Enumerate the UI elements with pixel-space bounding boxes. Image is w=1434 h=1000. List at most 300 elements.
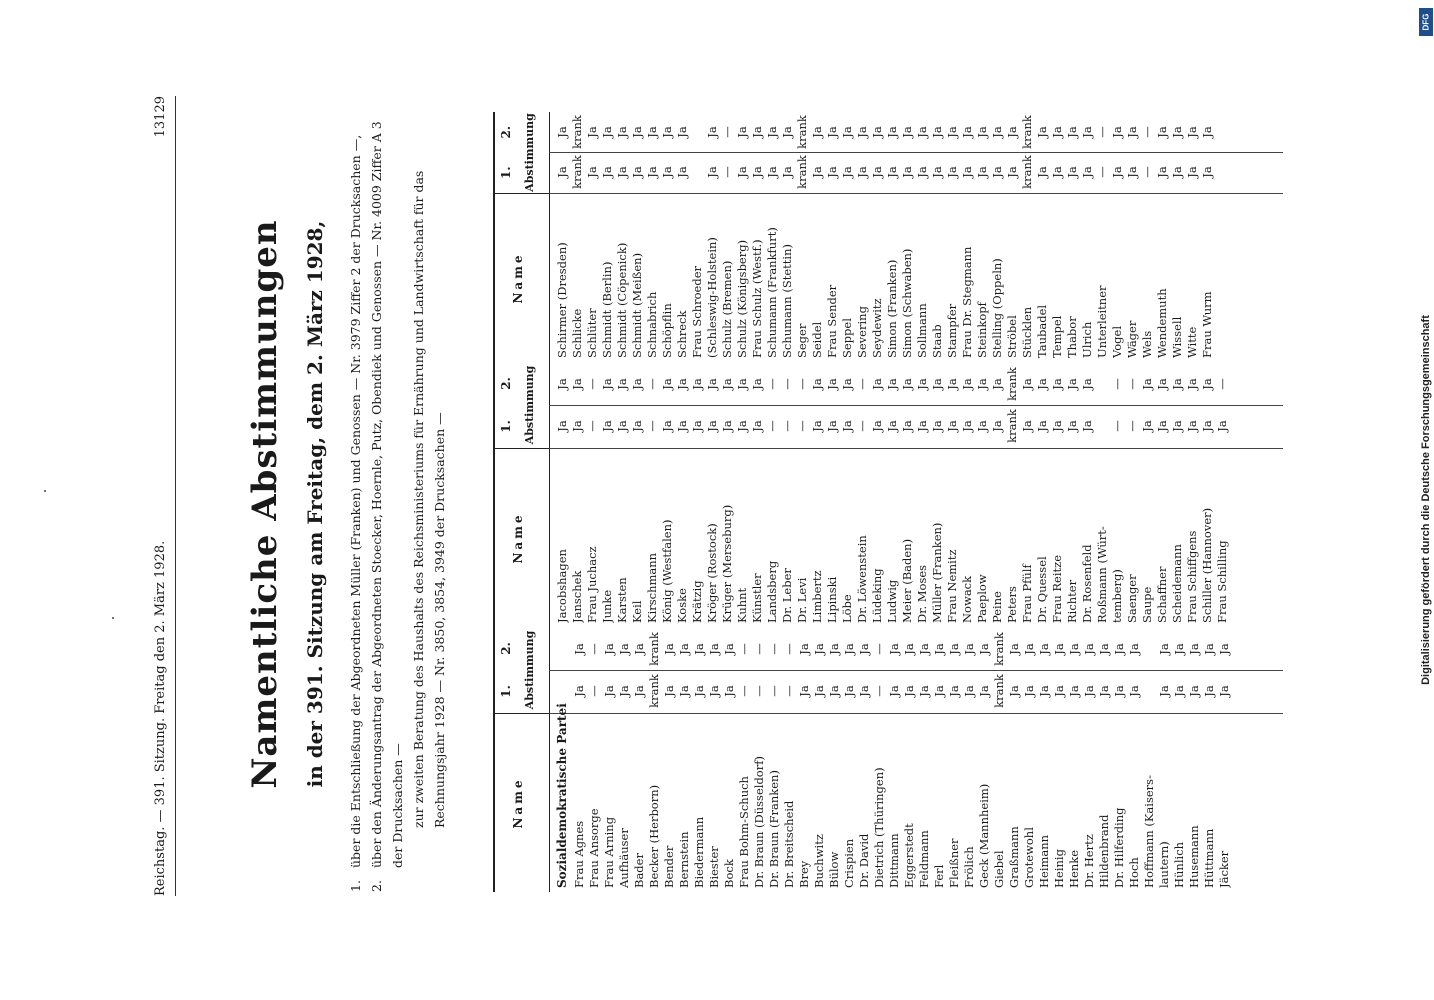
table-row (1215, 362, 1230, 627)
vote-2: Ja (555, 126, 569, 138)
member-name: Seger (795, 323, 809, 358)
member-name: Buchwitz (812, 834, 826, 888)
table-row (1020, 112, 1035, 362)
vote-2: Ja (615, 378, 629, 390)
table-row (600, 112, 615, 362)
table-row (1065, 362, 1080, 627)
vote-1: Ja (870, 166, 884, 178)
vote-2: Ja (570, 378, 584, 390)
vote-1: — (795, 420, 809, 432)
table-row (767, 627, 782, 892)
table-row (1035, 362, 1050, 627)
vote-2: Ja (842, 643, 856, 655)
vote-2: — (765, 378, 779, 390)
vote-1: Ja (1005, 166, 1019, 178)
vote-1: Ja (1050, 166, 1064, 178)
member-name: Lüdeking (870, 568, 884, 623)
member-name: Paeplow (975, 574, 989, 623)
member-name: Saenger (1125, 574, 1139, 623)
member-name: Schulz (Königsberg) (735, 239, 749, 358)
vote-2: Ja (1065, 378, 1079, 390)
vote-1: Ja (555, 166, 569, 178)
member-name: Ströbel (1005, 315, 1019, 358)
vote-2: Ja (840, 378, 854, 390)
member-name: Biedermann (692, 816, 706, 888)
vote-1: Ja (1217, 685, 1231, 697)
vote-1: Ja (930, 420, 944, 432)
table-row (810, 112, 825, 362)
table-row (750, 362, 765, 627)
member-name: Nowack (960, 575, 974, 623)
member-name: Stücklen (1020, 306, 1034, 358)
member-name: Taubadel (1035, 304, 1049, 358)
vote-2: Ja (1125, 126, 1139, 138)
vote-1: Ja (600, 166, 614, 178)
member-name: Peine (990, 591, 1004, 623)
table-row (765, 112, 780, 362)
table-row (632, 627, 647, 892)
member-name: Dr. Quessel (1035, 556, 1049, 623)
member-name: Wels (1140, 330, 1154, 358)
table-row (707, 627, 722, 892)
vote-2: — (1140, 126, 1154, 138)
vote-1: krank (1005, 409, 1019, 443)
vote-2: Ja (630, 378, 644, 390)
vote-2: Ja (945, 378, 959, 390)
table-row (600, 362, 615, 627)
table-row (947, 627, 962, 892)
member-name: Stelling (Oppeln) (990, 258, 1004, 358)
table-row (885, 112, 900, 362)
vote-1: Ja (585, 166, 599, 178)
table-row (902, 627, 917, 892)
table-row (857, 627, 872, 892)
member-name: Frau Schroeder (690, 265, 704, 358)
vote-2: Ja (1200, 126, 1214, 138)
vote-1: Ja (1035, 420, 1049, 432)
vote-1: Ja (900, 166, 914, 178)
vote-1: Ja (1185, 420, 1199, 432)
table-row (630, 112, 645, 362)
vote-1: Ja (720, 420, 734, 432)
vote-2: Ja (662, 643, 676, 655)
table-row (1187, 627, 1202, 892)
member-name: Bernstein (677, 831, 691, 888)
vote-2: — (752, 643, 766, 655)
vote-context: zur zweiten Beratung des Haushalts des Reichsministeriums für Ernährung und Landwirtschaft für das Rechnungsjahr 1928 — Nr. 3850, 3854, 3949 der Drucksachen — (411, 170, 447, 828)
table-row (615, 362, 630, 627)
vote-2: Ja (915, 126, 929, 138)
vote-1: Ja (1022, 685, 1036, 697)
table-row (585, 112, 600, 362)
table-row (825, 112, 840, 362)
table-row (555, 362, 570, 627)
header-name: Name (511, 777, 525, 829)
member-name: Kuhnt (735, 587, 749, 623)
vote-2: Ja (1035, 378, 1049, 390)
vote-2: Ja (990, 126, 1004, 138)
rotated-sheet (77, 94, 1327, 914)
vote-1: Ja (677, 685, 691, 697)
vote-1: krank (647, 674, 661, 708)
vote-2: Ja (1037, 643, 1051, 655)
vote-1: Ja (660, 166, 674, 178)
vote-1: Ja (602, 685, 616, 697)
member-name: Schiller (Hannover) (1200, 507, 1214, 623)
vote-1: Ja (885, 166, 899, 178)
member-name: König (Westfalen) (660, 519, 674, 623)
table-row (782, 627, 797, 892)
table-row (840, 362, 855, 627)
member-name: Junke (600, 589, 614, 623)
vote-1: — (1095, 166, 1109, 178)
member-name: Schlicke (570, 308, 584, 358)
vote-2: Ja (675, 378, 689, 390)
member-name: Frau Arning (602, 816, 616, 888)
member-name: Seidel (810, 321, 824, 358)
vote-1: Ja (1037, 685, 1051, 697)
vote-2: krank (1020, 115, 1034, 149)
member-name: Wissell (1170, 316, 1184, 358)
member-name: Sollmann (915, 303, 929, 358)
table-row (1170, 112, 1185, 362)
member-name: Koske (675, 588, 689, 623)
table-row (1217, 627, 1232, 892)
vote-2: Ja (617, 643, 631, 655)
table-row (1080, 362, 1095, 627)
vote-2: Ja (990, 378, 1004, 390)
vote-1: Ja (915, 166, 929, 178)
vote-1: krank (992, 674, 1006, 708)
member-name: Janschek (570, 570, 584, 623)
table-row (812, 627, 827, 892)
vote-2: Ja (812, 643, 826, 655)
scan-speck (44, 490, 46, 492)
vote-1: Ja (570, 420, 584, 432)
vote-2: Ja (827, 643, 841, 655)
table-row (587, 627, 602, 892)
table-row (1200, 112, 1215, 362)
vote-2: Ja (870, 126, 884, 138)
table-row (572, 627, 587, 892)
vote-1: Ja (692, 685, 706, 697)
vote-2: Ja (632, 643, 646, 655)
table-row (797, 627, 812, 892)
member-name: Brey (797, 860, 811, 888)
member-name: Husemann (1187, 825, 1201, 888)
vote-2: krank (570, 115, 584, 149)
vote-1: Ja (990, 166, 1004, 178)
member-name: Fleißner (947, 838, 961, 888)
vote-1: Ja (735, 420, 749, 432)
member-name: Schumann (Frankfurt) (765, 227, 779, 358)
table-row (990, 112, 1005, 362)
vote-2: — (1095, 126, 1109, 138)
header-abstimmung: 1. 2. Abstimmung (495, 627, 549, 714)
vote-2: Ja (915, 378, 929, 390)
table-row (602, 627, 617, 892)
vote-2: Ja (1200, 378, 1214, 390)
table-row (855, 362, 870, 627)
vote-1: Ja (840, 166, 854, 178)
member-name: Krätzig (690, 580, 704, 623)
member-name: Frau Nemitz (945, 549, 959, 623)
vote-1: Ja (1170, 420, 1184, 432)
vote-2: Ja (645, 126, 659, 138)
vote-1: Ja (1082, 685, 1096, 697)
table-row (810, 362, 825, 627)
table-row (660, 362, 675, 627)
vote-2: — (795, 378, 809, 390)
vote-1: Ja (765, 166, 779, 178)
vote-table-column-1 (493, 627, 1283, 892)
member-name: Keil (630, 600, 644, 623)
table-row (705, 112, 720, 362)
vote-1: Ja (1127, 685, 1141, 697)
member-name: Dr. Braun (Düsseldorf) (752, 756, 766, 888)
table-row (1112, 627, 1127, 892)
member-name: Karsten (615, 577, 629, 623)
vote-2: Ja (735, 378, 749, 390)
table-row (750, 112, 765, 362)
member-name: Frau Bohm-Schuch (737, 776, 751, 888)
vote-1: Ja (857, 685, 871, 697)
vote-2: Ja (600, 378, 614, 390)
vote-1: Ja (1097, 685, 1111, 697)
vote-2: Ja (870, 378, 884, 390)
vote-2: Ja (840, 126, 854, 138)
vote-1: — (585, 420, 599, 432)
member-name: Hildenbrand (1097, 814, 1111, 888)
header-name: Name (511, 512, 525, 564)
table-row (1097, 627, 1112, 892)
table-row (1142, 627, 1157, 892)
vote-2: Ja (945, 126, 959, 138)
vote-2: Ja (1005, 126, 1019, 138)
page-header (153, 96, 175, 896)
vote-1: Ja (1110, 166, 1124, 178)
vote-2: Ja (797, 643, 811, 655)
member-name: Wendemuth (1155, 288, 1169, 358)
member-name: Bock (722, 859, 736, 888)
vote-1: Ja (1185, 166, 1199, 178)
member-name: Seppel (840, 318, 854, 358)
vote-1: Ja (945, 166, 959, 178)
table-row (1110, 362, 1125, 627)
vote-1: Ja (707, 685, 721, 697)
vote-2: Ja (1082, 643, 1096, 655)
vote-1: — (872, 685, 886, 697)
vote-2: Ja (600, 126, 614, 138)
vote-2: Ja (1157, 643, 1171, 655)
vote-2: Ja (900, 126, 914, 138)
vote-1: krank (795, 155, 809, 189)
table-row (795, 362, 810, 627)
table-header (495, 627, 550, 892)
table-rows (555, 362, 1230, 627)
vote-1: Ja (675, 420, 689, 432)
vote-2: Ja (825, 126, 839, 138)
vote-1: Ja (630, 166, 644, 178)
table-row (1050, 112, 1065, 362)
vote-1: — (645, 420, 659, 432)
member-name: Dr. Hilferding (1112, 807, 1126, 888)
vote-1: Ja (555, 420, 569, 432)
vote-2: Ja (1007, 643, 1021, 655)
member-name: Geck (Mannheim) (977, 783, 991, 888)
table-row (1005, 362, 1020, 627)
party-heading: Sozialdemokratische Partei (555, 703, 569, 888)
member-name: Frau Juchacz (585, 546, 599, 623)
member-name: Unterleitner (1095, 285, 1109, 358)
table-row (630, 362, 645, 627)
member-name: Severing (855, 306, 869, 358)
vote-1: Ja (1007, 685, 1021, 697)
vote-1: — (780, 420, 794, 432)
table-row (1067, 627, 1082, 892)
vote-1: — (855, 420, 869, 432)
vote-2: — (1110, 378, 1124, 390)
vote-2: Ja (1155, 126, 1169, 138)
table-row (570, 362, 585, 627)
member-name: Müller (Franken) (930, 522, 944, 623)
vote-table-column-2 (493, 362, 1283, 627)
table-rows (555, 112, 1215, 362)
member-name: Schulz (Bremen) (720, 260, 734, 358)
vote-1: Ja (840, 420, 854, 432)
table-row (677, 627, 692, 892)
member-name: Feldmann (917, 830, 931, 888)
vote-2: krank (795, 115, 809, 149)
vote-1: Ja (977, 685, 991, 697)
member-name: Simon (Schwaben) (900, 248, 914, 358)
member-name: Aufhäuser (617, 828, 631, 888)
vote-2: Ja (1067, 643, 1081, 655)
vote-2: — (855, 378, 869, 390)
member-name: Hoffmann (Kaisers- (1142, 775, 1156, 888)
member-name: Frölich (962, 846, 976, 888)
member-name: (Schleswig-Holstein) (705, 237, 719, 358)
table-row (975, 362, 990, 627)
table-row (932, 627, 947, 892)
vote-2: — (767, 643, 781, 655)
vote-2: Ja (1155, 378, 1169, 390)
vote-1: Ja (630, 420, 644, 432)
table-row (1202, 627, 1217, 892)
member-name: Jacobshagen (555, 549, 569, 623)
vote-1: Ja (975, 420, 989, 432)
member-name: Stampfer (945, 303, 959, 358)
member-name: Frau Ansorge (587, 808, 601, 888)
header-abstimmung: 1. 2. Abstimmung (495, 112, 549, 194)
member-name: Schmidt (Cöpenick) (615, 242, 629, 358)
vote-2: — (872, 643, 886, 655)
member-name: Eggerstedt (902, 823, 916, 888)
table-row (1065, 112, 1080, 362)
vote-1: Ja (1140, 420, 1154, 432)
table-row (840, 112, 855, 362)
vote-2: Ja (707, 643, 721, 655)
vote-2: Ja (960, 378, 974, 390)
member-name: Schnabrich (645, 291, 659, 358)
table-row (1052, 627, 1067, 892)
vote-1: Ja (812, 685, 826, 697)
vote-2: Ja (1050, 126, 1064, 138)
member-name: Dr. Rosenfeld (1080, 544, 1094, 623)
table-row (870, 362, 885, 627)
member-name: Krüger (Merseburg) (720, 504, 734, 623)
vote-2: Ja (1020, 378, 1034, 390)
vote-2: Ja (902, 643, 916, 655)
vote-1: krank (570, 155, 584, 189)
vote-2: Ja (660, 126, 674, 138)
dfg-logo: DFG (1419, 8, 1433, 36)
member-name: Hüttmann (1202, 828, 1216, 888)
table-row (795, 112, 810, 362)
vote-2: Ja (1035, 126, 1049, 138)
member-name: Biester (707, 846, 721, 888)
vote-1: Ja (1187, 685, 1201, 697)
table-row (662, 627, 677, 892)
vote-2: Ja (677, 643, 691, 655)
member-name: Frau Schulz (Westf.) (750, 239, 764, 358)
vote-2: — (585, 378, 599, 390)
vote-2: Ja (750, 378, 764, 390)
table-row (1172, 627, 1187, 892)
vote-2: krank (647, 632, 661, 666)
member-name: Dr. Leber (780, 568, 794, 623)
member-name: Richter (1065, 579, 1079, 623)
vote-1: Ja (1080, 166, 1094, 178)
vote-2: — (780, 378, 794, 390)
member-name: Wäger (1125, 320, 1139, 358)
vote-1: Ja (1035, 166, 1049, 178)
vote-1: Ja (1157, 685, 1171, 697)
vote-2: Ja (885, 378, 899, 390)
table-row (827, 627, 842, 892)
table-row (585, 362, 600, 627)
table-row (1185, 112, 1200, 362)
member-name: Löbe (840, 594, 854, 623)
vote-1: Ja (962, 685, 976, 697)
member-name: Bülow (827, 851, 841, 888)
table-row (945, 362, 960, 627)
table-row (1170, 362, 1185, 627)
vote-2: Ja (1110, 126, 1124, 138)
member-name: temberg) (1110, 569, 1124, 623)
vote-2: Ja (900, 378, 914, 390)
table-row (1022, 627, 1037, 892)
table-row (960, 362, 975, 627)
vote-1: Ja (797, 685, 811, 697)
table-row (930, 112, 945, 362)
table-row (1155, 362, 1170, 627)
vote-1: — (1125, 420, 1139, 432)
member-name: Ulrich (1080, 321, 1094, 358)
vote-1: Ja (750, 166, 764, 178)
table-row (705, 362, 720, 627)
vote-1: Ja (1172, 685, 1186, 697)
table-row (930, 362, 945, 627)
vote-1: Ja (750, 420, 764, 432)
vote-item-1: 1. über die Entschließung der Abgeordneten Müller (Franken) und Genossen — Nr. 3979 Ziffer 2 der Drucksachen —, (348, 134, 363, 892)
vote-1: — (720, 166, 734, 178)
member-name: Dietrich (Thüringen) (872, 767, 886, 888)
table-row (1110, 112, 1125, 362)
member-name: Crispien (842, 838, 856, 888)
vote-1: — (782, 685, 796, 697)
table-row (720, 362, 735, 627)
